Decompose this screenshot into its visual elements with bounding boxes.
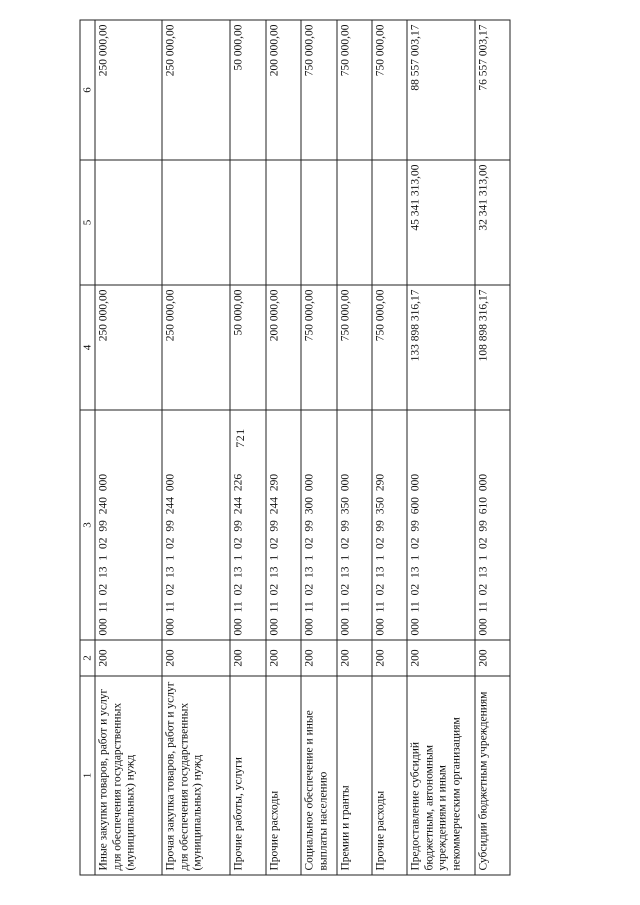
row-col2: 200 xyxy=(407,640,475,676)
row-name: Предоставление субсидий бюджетным, автономным учреждениям и иным некоммерческим организациям xyxy=(407,676,475,875)
table-row xyxy=(337,20,372,875)
row-col2: 200 xyxy=(266,640,301,676)
row-value-5 xyxy=(301,160,337,285)
header-cell-3: 3 xyxy=(80,410,95,640)
row-col2: 200 xyxy=(162,640,230,676)
row-value-4: 50 000,00 xyxy=(230,285,266,410)
row-name: Иные закупки товаров, работ и услуг для обеспечения государственных (муниципальных) нужд xyxy=(95,676,162,875)
row-value-5 xyxy=(95,160,162,285)
row-code: 000 11 02 13 1 02 99 350 290 xyxy=(372,410,407,640)
table-row xyxy=(266,20,301,875)
row-col2: 200 xyxy=(475,640,510,676)
row-code: 000 11 02 13 1 02 99 244 290 xyxy=(266,410,301,640)
row-value-4: 750 000,00 xyxy=(301,285,337,410)
row-name: Прочие расходы xyxy=(372,676,407,875)
row-col2: 200 xyxy=(372,640,407,676)
row-value-4: 133 898 316,17 xyxy=(407,285,475,410)
row-value-4: 750 000,00 xyxy=(372,285,407,410)
row-code: 000 11 02 13 1 02 99 610 000 xyxy=(475,410,510,640)
row-code: 000 11 02 13 1 02 99 240 000 xyxy=(95,410,162,640)
row-col2: 200 xyxy=(337,640,372,676)
row-name: Субсидии бюджетным учреждениям xyxy=(475,676,510,875)
row-value-5 xyxy=(337,160,372,285)
table-row xyxy=(407,20,475,875)
table-container xyxy=(79,20,491,875)
row-col2: 200 xyxy=(230,640,266,676)
row-value-4: 250 000,00 xyxy=(95,285,162,410)
budget-table xyxy=(79,19,510,875)
row-value-6: 250 000,00 xyxy=(162,20,230,160)
row-name: Прочие работы, услуги xyxy=(230,676,266,875)
row-name: Прочие расходы xyxy=(266,676,301,875)
row-value-5 xyxy=(266,160,301,285)
page-number: 721 xyxy=(232,428,247,448)
row-value-5 xyxy=(372,160,407,285)
row-value-4: 750 000,00 xyxy=(337,285,372,410)
row-value-4: 250 000,00 xyxy=(162,285,230,410)
row-value-5 xyxy=(230,160,266,285)
row-code: 000 11 02 13 1 02 99 244 226 xyxy=(230,410,266,640)
row-name: Социальное обеспечение и иные выплаты населению xyxy=(301,676,337,875)
header-cell-4: 4 xyxy=(80,285,95,410)
table-row xyxy=(372,20,407,875)
row-value-6: 750 000,00 xyxy=(372,20,407,160)
row-value-6: 750 000,00 xyxy=(301,20,337,160)
row-value-6: 750 000,00 xyxy=(337,20,372,160)
table-row xyxy=(162,20,230,875)
header-row xyxy=(80,20,95,875)
row-col2: 200 xyxy=(301,640,337,676)
row-col2: 200 xyxy=(95,640,162,676)
header-cell-6: 6 xyxy=(80,20,95,160)
row-code: 000 11 02 13 1 02 99 300 000 xyxy=(301,410,337,640)
row-code: 000 11 02 13 1 02 99 600 000 xyxy=(407,410,475,640)
table-row xyxy=(230,20,266,875)
row-value-5 xyxy=(162,160,230,285)
row-value-6: 76 557 003,17 xyxy=(475,20,510,160)
table-rotator xyxy=(79,20,491,875)
table-row xyxy=(95,20,162,875)
header-cell-2: 2 xyxy=(80,640,95,676)
row-name: Премии и гранты xyxy=(337,676,372,875)
row-name: Прочая закупка товаров, работ и услуг для обеспечения государственных (муниципальных) нужд xyxy=(162,676,230,875)
header-cell-5: 5 xyxy=(80,160,95,285)
row-value-4: 108 898 316,17 xyxy=(475,285,510,410)
row-code: 000 11 02 13 1 02 99 350 000 xyxy=(337,410,372,640)
row-value-4: 200 000,00 xyxy=(266,285,301,410)
row-code: 000 11 02 13 1 02 99 244 000 xyxy=(162,410,230,640)
header-cell-1: 1 xyxy=(80,676,95,875)
table-row xyxy=(301,20,337,875)
row-value-6: 88 557 003,17 xyxy=(407,20,475,160)
table-row xyxy=(475,20,510,875)
row-value-5: 32 341 313,00 xyxy=(475,160,510,285)
row-value-6: 200 000,00 xyxy=(266,20,301,160)
row-value-5: 45 341 313,00 xyxy=(407,160,475,285)
row-value-6: 250 000,00 xyxy=(95,20,162,160)
row-value-6: 50 000,00 xyxy=(230,20,266,160)
